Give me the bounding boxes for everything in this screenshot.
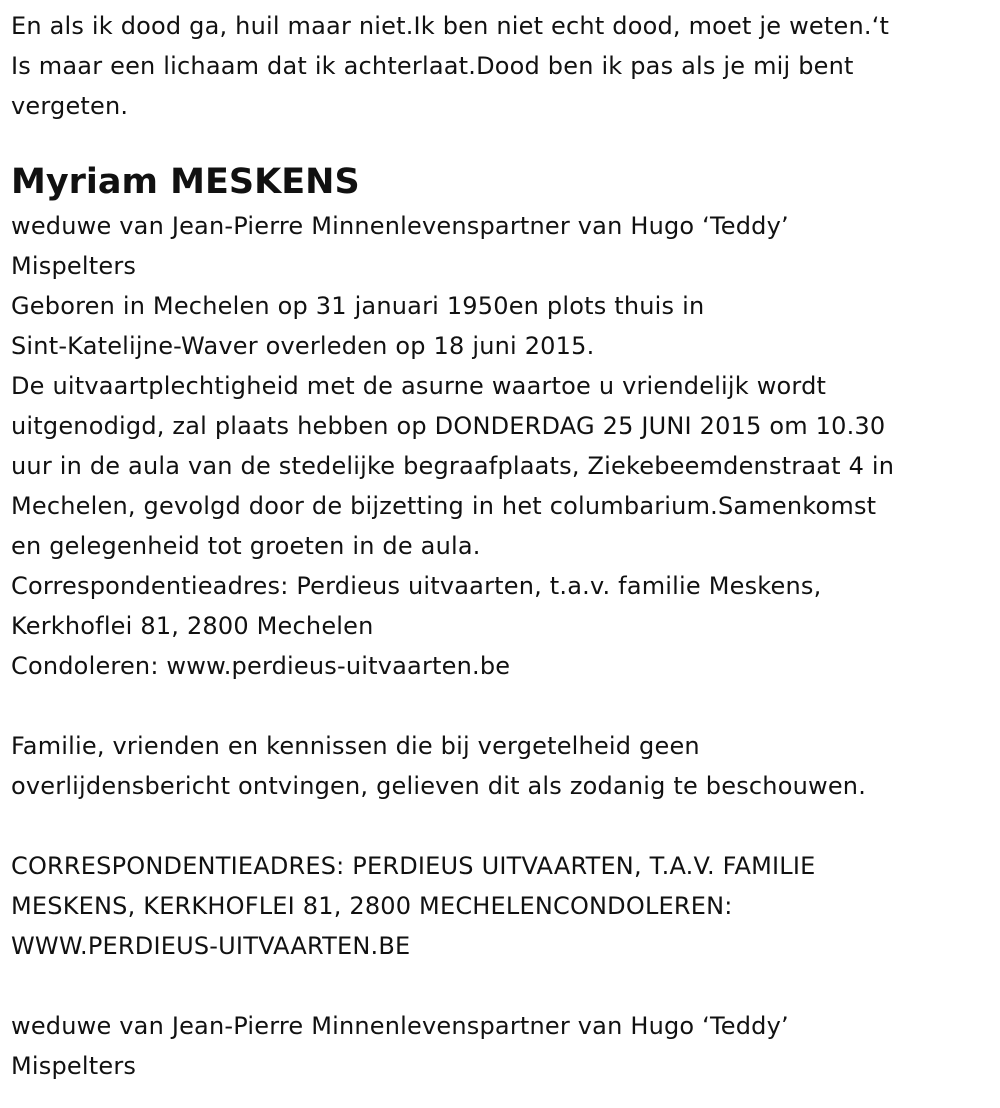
detail-line: Mispelters — [11, 252, 137, 280]
detail-line: Kerkhoflei 81, 2800 Mechelen — [11, 612, 374, 640]
poem-line: vergeten. — [11, 92, 129, 120]
poem-block — [11, 6, 986, 126]
detail-line: Geboren in Mechelen op 31 januari 1950en plots thuis in — [11, 292, 705, 320]
detail-line: uur in de aula van de stedelijke begraafplaats, Ziekebeemdenstraat 4 in — [11, 452, 895, 480]
poem-line: Is maar een lichaam dat ik achterlaat.Dood ben ik pas als je mij bent — [11, 52, 854, 80]
detail-line: Mechelen, gevolgd door de bijzetting in het columbarium.Samenkomst — [11, 492, 877, 520]
detail-line: Sint-Katelijne-Waver overleden op 18 juni 2015. — [11, 332, 595, 360]
detail-line: weduwe van Jean-Pierre Minnenlevenspartner van Hugo ‘Teddy’ — [11, 212, 789, 240]
notice-block — [11, 726, 986, 806]
detail-line: en gelegenheid tot groeten in de aula. — [11, 532, 481, 560]
address-upper-line: CORRESPONDENTIEADRES: PERDIEUS UITVAARTEN, T.A.V. FAMILIE — [11, 852, 816, 880]
deceased-name: Myriam MESKENS — [11, 162, 360, 202]
paragraph-spacer — [11, 806, 986, 846]
address-upper-line: WWW.PERDIEUS-UITVAARTEN.BE — [11, 932, 411, 960]
detail-line: De uitvaartplechtigheid met de asurne waartoe u vriendelijk wordt — [11, 372, 827, 400]
obituary-document — [11, 6, 986, 1086]
relation-line: Mispelters — [11, 1052, 137, 1080]
address-upper-line: MESKENS, KERKHOFLEI 81, 2800 MECHELENCONDOLEREN: — [11, 892, 733, 920]
notice-line: overlijdensbericht ontvingen, gelieven dit als zodanig te beschouwen. — [11, 772, 867, 800]
poem-line: En als ik dood ga, huil maar niet.Ik ben niet echt dood, moet je weten.‘t — [11, 12, 890, 40]
relation-line: weduwe van Jean-Pierre Minnenlevenspartner van Hugo ‘Teddy’ — [11, 1012, 789, 1040]
detail-line: uitgenodigd, zal plaats hebben op DONDERDAG 25 JUNI 2015 om 10.30 — [11, 412, 886, 440]
notice-line: Familie, vrienden en kennissen die bij vergetelheid geen — [11, 732, 700, 760]
paragraph-spacer — [11, 686, 986, 726]
paragraph-spacer — [11, 966, 986, 1006]
relation-repeat-block — [11, 1006, 986, 1086]
details-block — [11, 206, 986, 686]
detail-line: Condoleren: www.perdieus-uitvaarten.be — [11, 652, 511, 680]
address-upper-block — [11, 846, 986, 966]
detail-line: Correspondentieadres: Perdieus uitvaarten, t.a.v. familie Meskens, — [11, 572, 822, 600]
